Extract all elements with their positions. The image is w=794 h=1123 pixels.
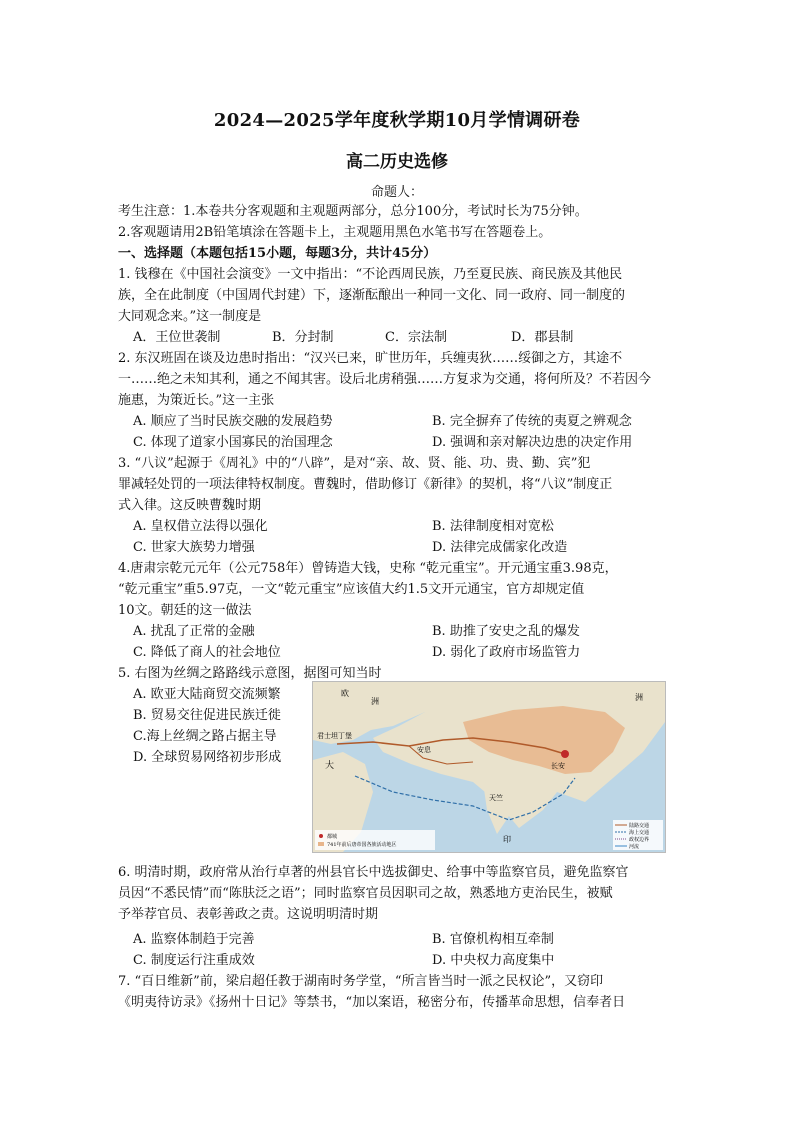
q6-line-1: 6. 明清时期，政府常从治行卓著的州县官长中选拔御史、给事中等监察官员，避免监察官 [118,865,629,880]
q4-line-1: 4.唐肃宗乾元元年（公元758年）曾铸造大钱，史称 “乾元重宝”。开元通宝重3.98克， [118,561,618,576]
author-line: 命题人： [370,185,423,200]
notice-line-1: 考生注意：1.本卷共分客观题和主观题两部分，总分100分，考试时长为75分钟。 [118,204,588,219]
q4-option-a: A. 扰乱了正常的金融 [133,624,255,639]
q3-line-3: 式入律。这反映曹魏时期 [118,498,262,513]
q1-option-d: D．郡县制 [511,330,574,345]
capital-marker [561,750,569,758]
legend-right-1: 陆路交通 [629,823,650,829]
q7-line-1: 7. “百日维新”前，梁启超任教于湖南时务学堂，“所言皆当时一派之民权论”，又窃印 [118,974,604,989]
q1-line-1: 1. 钱穆在《中国社会演变》一文中指出：“不论西周民族，乃至夏民族、商民族及其他民 [118,267,623,282]
q5-line-1: 5. 右图为丝绸之路路线示意图，据图可知当时 [118,666,382,681]
section-heading: 一、选择题（本题包括15小题，每题3分，共计45分） [118,246,437,261]
map-label-6: 天竺 [489,794,503,802]
legend-capital-icon [319,834,323,838]
q1-line-2: 族，全在此制度（中国周代封建）下，逐渐酝酿出一种同一文化、同一政府、同一制度的 [118,288,626,303]
map-label-9: 印 [503,835,511,844]
exam-title: 2024—2025学年度秋学期10月学情调研卷 [213,110,581,131]
q4-option-c: C. 降低了商人的社会地位 [133,645,281,660]
map-label-2: 洲 [371,697,379,706]
q6-option-a: A. 监察体制趋于完善 [133,932,255,947]
q2-option-c: C. 体现了道家小国寡民的治国理念 [133,435,333,450]
map-label-1: 欧 [341,689,349,698]
map-label-3: 君士坦丁堡 [317,732,352,740]
q5-option-c: C.海上丝绸之路占据主导 [133,729,277,744]
q4-line-3: 10文。朝廷的这一做法 [118,603,252,618]
legend-right-4: 河流 [629,844,640,850]
q3-line-2: 罪减轻处罚的一项法律特权制度。曹魏时，借助修订《新律》的契机，将“八议”制度正 [118,477,613,492]
q1-option-c: C．宗法制 [385,330,447,345]
q2-option-b: B. 完全摒弃了传统的夷夏之辨观念 [432,414,632,429]
q7-line-2: 《明夷待访录》《扬州十日记》等禁书，“加以案语，秘密分布，传播革命思想，信奉者日 [118,995,626,1010]
q3-option-c: C. 世家大族势力增强 [133,540,255,555]
q2-option-a: A. 顺应了当时民族交融的发展趋势 [133,414,333,429]
legend-left-2: 741年前后唐帝国各族活动地区 [327,842,397,848]
q3-line-1: 3. “八议”起源于《周礼》中的“八辟”，是对“亲、故、贤、能、功、贵、勤、宾”犯 [118,456,591,471]
q4-option-b: B. 助推了安史之乱的爆发 [432,624,580,639]
map-label-7: 长安 [551,762,565,770]
q5-option-b: B. 贸易交往促进民族迁徙 [133,708,281,723]
q6-option-d: D. 中央权力高度集中 [432,953,555,968]
exam-subtitle: 高二历史选修 [346,152,448,172]
map-label-8: 洲 [635,693,643,702]
q3-option-b: B. 法律制度相对宽松 [432,519,554,534]
q3-option-d: D. 法律完成儒家化改造 [432,540,568,555]
notice-line-2: 2.客观题请用2B铅笔填涂在答题卡上，主观题用黑色水笔书写在答题卷上。 [118,225,552,240]
q5-option-a: A. 欧亚大陆商贸交流频繁 [133,687,281,702]
q4-option-d: D. 弱化了政府市场监管力 [432,645,581,660]
q6-option-c: C. 制度运行注重成效 [133,953,255,968]
q1-line-3: 大同观念来。”这一制度是 [118,309,262,324]
q3-option-a: A. 皇权借立法得以强化 [133,519,268,534]
map-label-5: 安息 [417,746,431,754]
q2-line-1: 2. 东汉班固在谈及边患时指出：“汉兴已来，旷世历年，兵缠夷狄……绥御之方，其途不 [118,351,623,366]
q2-line-3: 施惠，为策近长。”这一主张 [118,393,275,408]
q1-option-b: B．分封制 [272,330,334,345]
silk-road-map [312,681,666,853]
q4-line-2: “乾元重宝”重5.97克，一文“乾元重宝”应该值大约1.5文开元通宝，官方却规定值 [118,582,585,597]
q5-option-d: D. 全球贸易网络初步形成 [133,750,282,765]
q6-line-2: 员因“不悉民情”而“陈肤泛之语”；同时监察官员因职司之故，熟悉地方吏治民生，被赋 [118,886,613,901]
q1-option-a: A．王位世袭制 [133,330,221,345]
q2-line-2: 一……绝之未知其利，通之不闻其害。设后北虏稍强……方复求为交通，将何所及？不若因今 [118,372,652,387]
q2-option-d: D. 强调和亲对解决边患的决定作用 [432,435,633,450]
legend-right-2: 海上交通 [629,830,650,836]
legend-left-1: 都城 [327,834,338,840]
legend-right-3: 政权边界 [629,837,650,843]
legend-empire-icon [318,842,324,846]
q6-option-b: B. 官僚机构相互牵制 [432,932,554,947]
map-label-4: 大 [325,761,335,771]
q6-line-3: 予举荐官员、表彰善政之责。这说明明清时期 [118,907,379,922]
